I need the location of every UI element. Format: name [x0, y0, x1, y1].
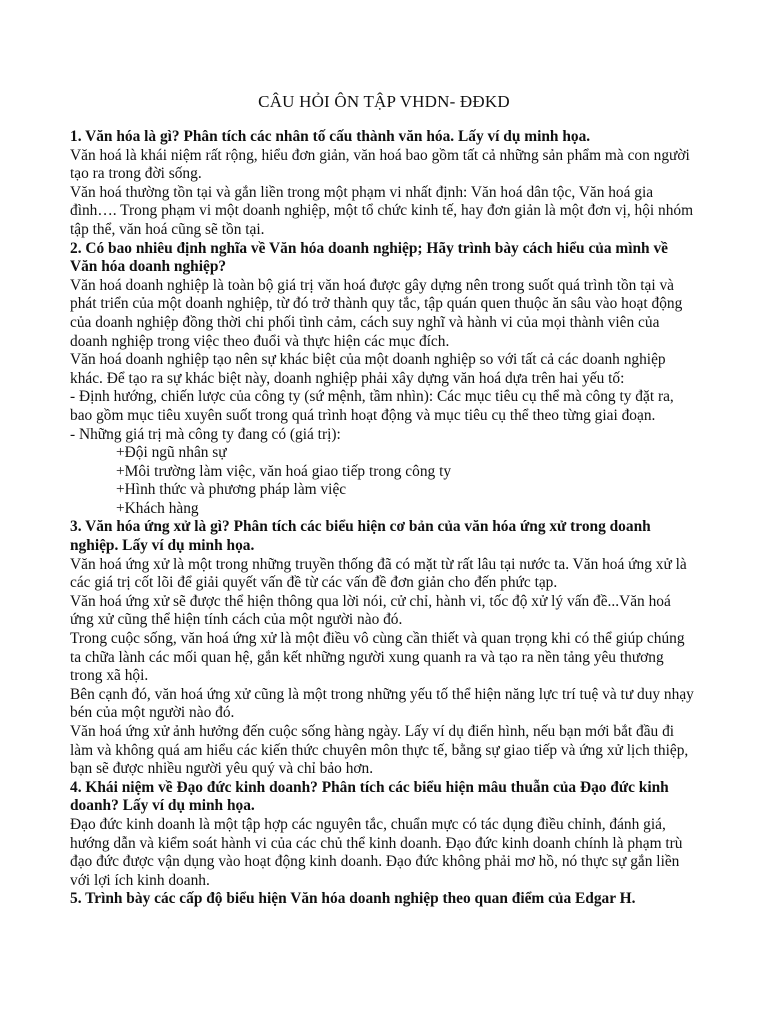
paragraph: Văn hoá ứng xử là một trong những truyền thống đã có mặt từ rất lâu tại nước ta. Văn hoá ứng xử là các giá trị cốt lõi để giải quyết vấn đề từ các vấn đề đơn giản cho đến phức tạp.: [70, 555, 687, 592]
question-heading: 2. Có bao nhiêu định nghĩa về Văn hóa doanh nghiệp; Hãy trình bày cách hiểu của mình về Văn hóa doanh nghiệp?: [70, 239, 668, 276]
list-item: +Đội ngũ nhân sự: [116, 444, 227, 462]
paragraph: Văn hoá thường tồn tại và gắn liền trong một phạm vi nhất định: Văn hoá dân tộc, Văn hoá gia đình…. Trong phạm vi một doanh nghiệp, một tổ chức kinh tế, hay đơn giản là một đơn vị, hội nhóm tập thể, văn hoá cũng sẽ tồn tại.: [70, 183, 694, 238]
paragraph: Trong cuộc sống, văn hoá ứng xử là một điều vô cùng cần thiết và quan trọng khi có thể giúp chúng ta chữa lành các mối quan hệ, gắn kết những người xung quanh ra và tạo ra nền tảng yêu thương trong xã hội.: [70, 630, 685, 685]
paragraph: Đạo đức kinh doanh là một tập hợp các nguyên tắc, chuẩn mực có tác dụng điều chỉnh, đánh giá, hướng dẫn và kiểm soát hành vi của các chủ thể kinh doanh. Đạo đức kinh doanh chính là phạm trù đạo đức được vận dụng vào hoạt động kinh doanh. Đạo đức không phải mơ hồ, nó thực sự gắn liền với lợi ích kinh doanh.: [70, 815, 683, 889]
paragraph: Văn hoá doanh nghiệp tạo nên sự khác biệt của một doanh nghiệp so với tất cả các doanh nghiệp khác. Để tạo ra sự khác biệt này, doanh nghiệp phải xây dựng văn hoá dựa trên hai yếu tố:: [70, 351, 666, 387]
list-item: +Khách hàng: [116, 499, 199, 517]
list-item: +Hình thức và phương pháp làm việc: [116, 481, 347, 499]
paragraph: - Định hướng, chiến lược của công ty (sứ mệnh, tầm nhìn): Các mục tiêu cụ thể mà công ty đặt ra, bao gồm mục tiêu xuyên suốt trong quá trình hoạt động và mục tiêu cụ thể theo từng giai đoạn.: [70, 388, 674, 424]
paragraph: Văn hoá ứng xử sẽ được thể hiện thông qua lời nói, cử chỉ, hành vi, tốc độ xử lý vấn đề...Văn hoá ứng xử cũng thể hiện tính cách của một người nào đó.: [70, 592, 671, 629]
document-body: [70, 128, 698, 909]
paragraph: Văn hoá ứng xử ảnh hưởng đến cuộc sống hàng ngày. Lấy ví dụ điển hình, nếu bạn mới bắt đầu đi làm và không quá am hiểu các kiến thức chuyên môn thực tế, bằng sự giao tiếp và ứng xử lịch thiệp, bạn sẽ được nhiều người yêu quý và chỉ bảo hơn.: [70, 723, 689, 778]
question-heading: 4. Khái niệm về Đạo đức kinh doanh? Phân tích các biểu hiện mâu thuẫn của Đạo đức kinh doanh? Lấy ví dụ minh họa.: [70, 778, 669, 815]
question-heading: 5. Trình bày các cấp độ biểu hiện Văn hóa doanh nghiệp theo quan điểm của Edgar H.: [70, 890, 636, 908]
question-heading: 1. Văn hóa là gì? Phân tích các nhân tố cấu thành văn hóa. Lấy ví dụ minh họa.: [70, 128, 591, 145]
question-heading: 3. Văn hóa ứng xử là gì? Phân tích các biểu hiện cơ bản của văn hóa ứng xử trong doanh nghiệp. Lấy ví dụ minh họa.: [70, 518, 651, 555]
paragraph: - Những giá trị mà công ty đang có (giá trị):: [70, 425, 341, 443]
list-item: +Môi trường làm việc, văn hoá giao tiếp trong công ty: [116, 462, 452, 480]
paragraph: Bên cạnh đó, văn hoá ứng xử cũng là một trong những yếu tố thể hiện năng lực trí tuệ và tư duy nhạy bén của một người nào đó.: [70, 685, 694, 722]
paragraph: Văn hoá là khái niệm rất rộng, hiểu đơn giản, văn hoá bao gồm tất cả những sản phẩm mà con người tạo ra trong đời sống.: [70, 146, 690, 183]
document-title: CÂU HỎI ÔN TẬP VHDN- ĐĐKD: [258, 92, 510, 111]
paragraph: Văn hoá doanh nghiệp là toàn bộ giá trị văn hoá được gây dựng nên trong suốt quá trình tồn tại và phát triển của một doanh nghiệp, từ đó trở thành quy tắc, tập quán quen thuộc ăn sâu vào hoạt động của doanh nghiệp đồng thời chi phối tình cảm, cách suy nghĩ và hành vi của mọi thành viên của doanh nghiệp trong việc theo đuổi và thực hiện các mục đích.: [70, 276, 683, 350]
